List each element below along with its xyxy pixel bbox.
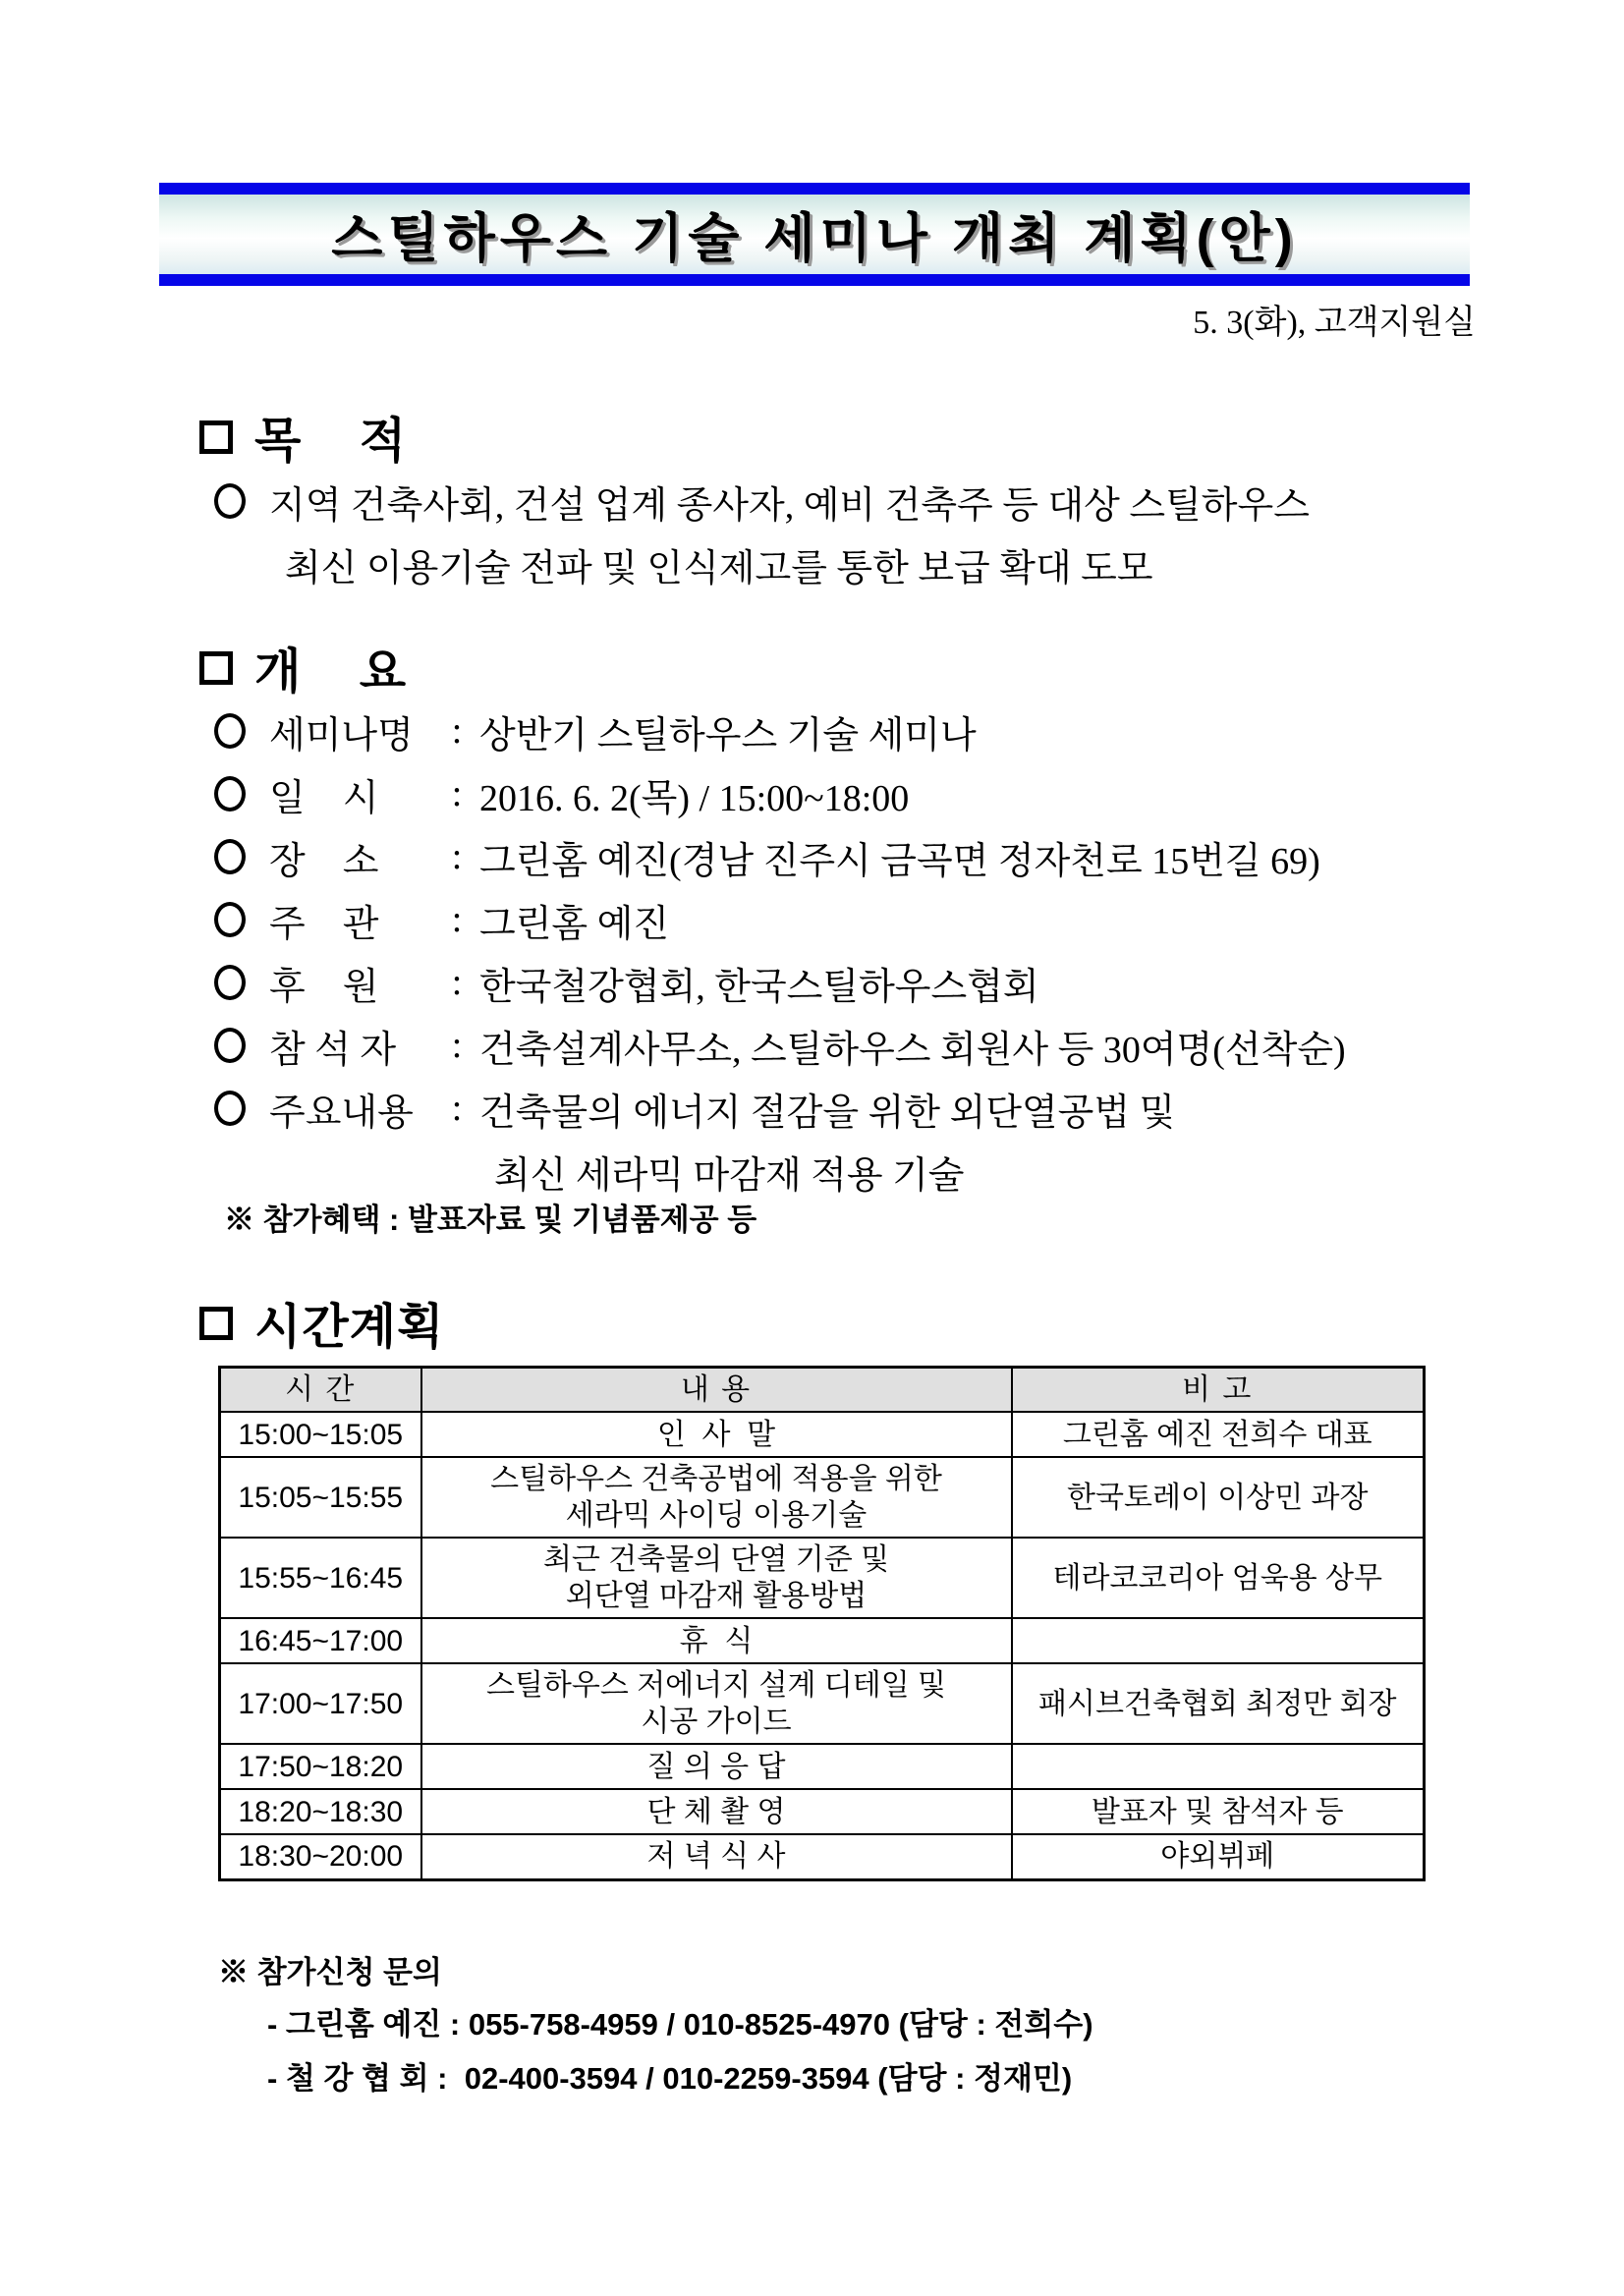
overview-item-value: 그린홈 예진 bbox=[479, 903, 670, 945]
contact-line: - 그린홈 예진 : 055-758-4959 / 010-8525-4970 (담당 : 전희수) bbox=[267, 2007, 1093, 2042]
cell-content-line: 최근 건축물의 단열 기준 및 bbox=[542, 1543, 890, 1576]
circle-bullet-icon bbox=[214, 902, 246, 937]
overview-heading-text: 개 요 bbox=[254, 645, 408, 699]
overview-item-separator: : bbox=[451, 899, 463, 940]
overview-item-value: 2016. 6. 2(목) / 15:00~18:00 bbox=[479, 777, 910, 819]
cell-time: 16:45~17:00 bbox=[220, 1618, 421, 1663]
banner-bottom-bar bbox=[159, 274, 1470, 286]
table-row bbox=[220, 1457, 1425, 1538]
purpose-heading-text: 목 적 bbox=[254, 415, 408, 468]
overview-item bbox=[214, 888, 1346, 951]
cell-content bbox=[421, 1789, 1012, 1834]
cell-note: 그린홈 예진 전희수 대표 bbox=[1012, 1412, 1425, 1457]
col-header-content: 내 용 bbox=[421, 1368, 1012, 1413]
schedule-heading-text: 시간계획 bbox=[254, 1301, 445, 1354]
overview-item-value: 한국철강협회, 한국스틸하우스협회 bbox=[479, 966, 1039, 1008]
cell-content-line: 스틸하우스 저에너지 설계 디테일 및 bbox=[485, 1669, 947, 1702]
overview-item-separator: : bbox=[451, 962, 463, 1003]
circle-bullet-icon bbox=[214, 1028, 246, 1063]
schedule-heading bbox=[199, 1289, 444, 1358]
col-header-note: 비 고 bbox=[1012, 1368, 1425, 1413]
overview-item bbox=[214, 700, 1346, 762]
circle-bullet-icon bbox=[214, 839, 246, 874]
overview-item-label: 후 원 bbox=[269, 966, 379, 1008]
circle-bullet-icon bbox=[214, 776, 246, 812]
cell-note: 한국토레이 이상민 과장 bbox=[1012, 1457, 1425, 1538]
table-row bbox=[220, 1663, 1425, 1744]
circle-bullet-icon bbox=[214, 713, 246, 749]
cell-content bbox=[421, 1618, 1012, 1663]
overview-item-label: 참 석 자 bbox=[269, 1029, 397, 1071]
purpose-section bbox=[214, 470, 1310, 595]
cell-content bbox=[421, 1834, 1012, 1879]
cell-note: 패시브건축협회 최정만 회장 bbox=[1012, 1663, 1425, 1744]
overview-item-separator: : bbox=[451, 773, 463, 814]
overview-item bbox=[214, 825, 1346, 888]
banner-body bbox=[159, 195, 1470, 274]
purpose-text: 최신 이용기술 전파 및 인식제고를 통한 보급 확대 도모 bbox=[285, 547, 1153, 589]
cell-content-line: 외단열 마감재 활용방법 bbox=[565, 1580, 868, 1612]
date-line: 5. 3(화), 고객지원실 bbox=[1193, 305, 1476, 341]
overview-item-value-continued: 최신 세라믹 마감재 적용 기술 bbox=[494, 1154, 965, 1197]
cell-note: 테라코코리아 엄욱용 상무 bbox=[1012, 1538, 1425, 1618]
overview-item bbox=[214, 951, 1346, 1014]
contact-section bbox=[218, 1943, 1093, 2102]
circle-bullet-icon bbox=[214, 483, 246, 519]
document-title: 스틸하우스 기술 세미나 개최 계획(안) bbox=[331, 209, 1298, 268]
table-header-row bbox=[220, 1368, 1425, 1413]
benefit-note: ※ 참가혜택 : 발표자료 및 기념품제공 등 bbox=[224, 1203, 757, 1237]
table-row bbox=[220, 1538, 1425, 1618]
cell-time: 15:55~16:45 bbox=[220, 1538, 421, 1618]
cell-time: 15:05~15:55 bbox=[220, 1457, 421, 1538]
overview-item-value: 건축설계사무소, 스틸하우스 회원사 등 30여명(선착순) bbox=[479, 1029, 1346, 1071]
overview-item-label: 주 관 bbox=[269, 903, 379, 945]
square-bullet-icon bbox=[199, 1307, 233, 1340]
overview-item-label: 장 소 bbox=[269, 840, 379, 882]
cell-content-line: 저 녁 식 사 bbox=[646, 1840, 786, 1874]
cell-content-line: 질 의 응 답 bbox=[646, 1750, 786, 1783]
overview-item-separator: : bbox=[451, 1025, 463, 1066]
overview-item-separator: : bbox=[451, 1088, 463, 1129]
cell-time: 17:50~18:20 bbox=[220, 1744, 421, 1789]
purpose-line bbox=[214, 470, 1310, 532]
cell-content bbox=[421, 1744, 1012, 1789]
cell-content-line: 휴 식 bbox=[679, 1624, 754, 1657]
overview-item-label: 세미나명 bbox=[269, 714, 414, 756]
cell-content-line: 세라믹 사이딩 이용기술 bbox=[565, 1499, 868, 1532]
overview-item bbox=[214, 762, 1346, 825]
table-row bbox=[220, 1789, 1425, 1834]
contact-title: ※ 참가신청 문의 bbox=[218, 1954, 442, 1989]
table-row bbox=[220, 1834, 1425, 1879]
overview-heading bbox=[199, 634, 407, 702]
overview-items bbox=[214, 700, 1346, 1203]
circle-bullet-icon bbox=[214, 1091, 246, 1126]
table-row bbox=[220, 1744, 1425, 1789]
cell-content bbox=[421, 1457, 1012, 1538]
cell-note: 발표자 및 참석자 등 bbox=[1012, 1789, 1425, 1834]
overview-item-label: 일 시 bbox=[269, 777, 379, 819]
square-bullet-icon bbox=[199, 651, 233, 685]
cell-content bbox=[421, 1663, 1012, 1744]
purpose-heading bbox=[199, 403, 407, 472]
cell-note: 야외뷔페 bbox=[1012, 1834, 1425, 1879]
contact-line: - 철 강 협 회 : 02-400-3594 / 010-2259-3594 (담당 : 정재민) bbox=[267, 2061, 1073, 2096]
cell-time: 17:00~17:50 bbox=[220, 1663, 421, 1744]
col-header-time: 시 간 bbox=[220, 1368, 421, 1413]
overview-item-value: 그린홈 예진(경남 진주시 금곡면 정자천로 15번길 69) bbox=[479, 840, 1320, 882]
overview-item bbox=[214, 1077, 1346, 1140]
overview-item bbox=[214, 1014, 1346, 1077]
schedule-table bbox=[218, 1366, 1426, 1881]
overview-item-separator: : bbox=[451, 836, 463, 877]
cell-content bbox=[421, 1412, 1012, 1457]
banner-top-bar bbox=[159, 183, 1470, 195]
overview-item-value: 상반기 스틸하우스 기술 세미나 bbox=[479, 714, 977, 756]
cell-content-line: 단 체 촬 영 bbox=[646, 1795, 786, 1828]
overview-item-separator: : bbox=[451, 710, 463, 752]
purpose-text: 지역 건축사회, 건설 업계 종사자, 예비 건축주 등 대상 스틸하우스 bbox=[269, 484, 1310, 527]
cell-note bbox=[1012, 1618, 1425, 1663]
table-row bbox=[220, 1618, 1425, 1663]
cell-note bbox=[1012, 1744, 1425, 1789]
title-banner bbox=[159, 183, 1470, 286]
cell-content-line: 스틸하우스 건축공법에 적용을 위한 bbox=[490, 1463, 942, 1495]
cell-content-line: 시공 가이드 bbox=[641, 1706, 792, 1738]
square-bullet-icon bbox=[199, 420, 233, 454]
cell-content-line: 인 사 말 bbox=[656, 1418, 776, 1451]
circle-bullet-icon bbox=[214, 965, 246, 1000]
cell-content bbox=[421, 1538, 1012, 1618]
cell-time: 18:30~20:00 bbox=[220, 1834, 421, 1879]
overview-item-value: 건축물의 에너지 절감을 위한 외단열공법 및 bbox=[479, 1092, 1176, 1134]
table-row bbox=[220, 1412, 1425, 1457]
cell-time: 18:20~18:30 bbox=[220, 1789, 421, 1834]
cell-time: 15:00~15:05 bbox=[220, 1412, 421, 1457]
overview-item-label: 주요내용 bbox=[269, 1092, 414, 1134]
purpose-line bbox=[214, 532, 1310, 595]
